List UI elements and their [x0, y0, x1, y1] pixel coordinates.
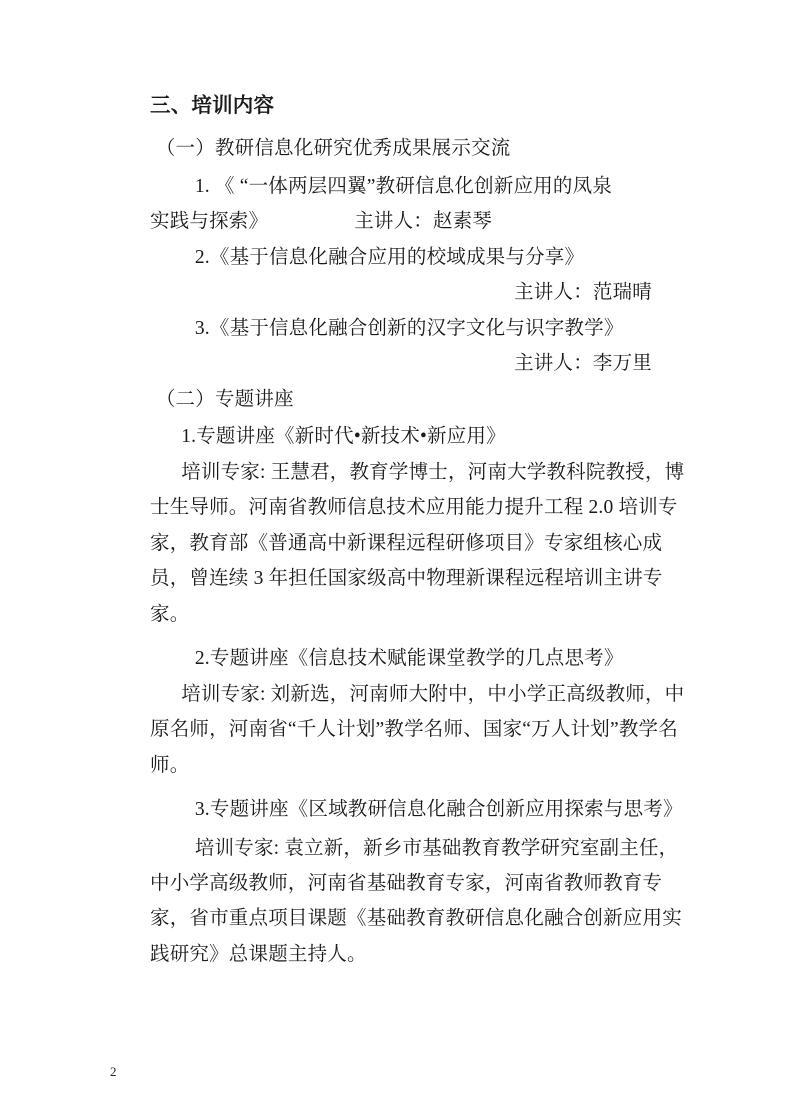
document-body [150, 88, 686, 972]
lecture-2-title: 2.专题讲座《信息技术赋能课堂教学的几点思考》 [194, 648, 624, 670]
lecture-2-expert: 培训专家: 刘新选，河南师大附中，中小学正高级教师，中原名师，河南省“千人计划”教学名师、国家“万人计划”教学名师。 [150, 683, 685, 776]
item-2-speaker: 主讲人：范瑞晴 [514, 282, 652, 304]
page-number: 2 [110, 1064, 117, 1079]
subsection-heading-1: （一）教研信息化研究优秀成果展示交流 [155, 138, 511, 160]
lecture-1-expert: 培训专家: 王慧君，教育学博士，河南大学教科院教授，博士生导师。河南省教师信息技术应用能力提升工程 2.0 培训专家，教育部《普通高中新课程远程研修项目》专家组核心成员，曾连续 3 年担任国家级高中物理新课程远程培训主讲专家。 [150, 461, 685, 625]
item-1-speaker: 主讲人：赵素琴 [354, 211, 493, 233]
lecture-3-expert: 培训专家: 袁立新，新乡市基础教育教学研究室副主任，中小学高级教师，河南省基础教育专家，河南省教师教育专家，省市重点项目课题《基础教育教研信息化融合创新应用实践研究》总课题主持人。 [150, 837, 682, 965]
item-2 [150, 240, 686, 311]
item-3-speaker: 主讲人：李万里 [514, 353, 652, 375]
item-1 [150, 169, 686, 240]
item-3-text: 3.《基于信息化融合创新的汉字文化与识字教学》 [194, 317, 624, 339]
item-2-text: 2.《基于信息化融合应用的校域成果与分享》 [194, 246, 585, 268]
lecture-1-title: 1.专题讲座《新时代•新技术•新应用》 [181, 426, 506, 448]
section-heading: 三、培训内容 [150, 95, 275, 117]
item-1-line-1: 1. 《 “一体两层四翼”教研信息化创新应用的凤泉 [194, 175, 613, 197]
lecture-3-title: 3.专题讲座《区域教研信息化融合创新应用探索与思考》 [194, 799, 683, 821]
item-3 [150, 311, 686, 382]
item-1-line-2 [150, 204, 686, 239]
item-1-line-2-text: 实践与探索》 [150, 211, 269, 233]
subsection-heading-2: （二）专题讲座 [155, 388, 294, 410]
